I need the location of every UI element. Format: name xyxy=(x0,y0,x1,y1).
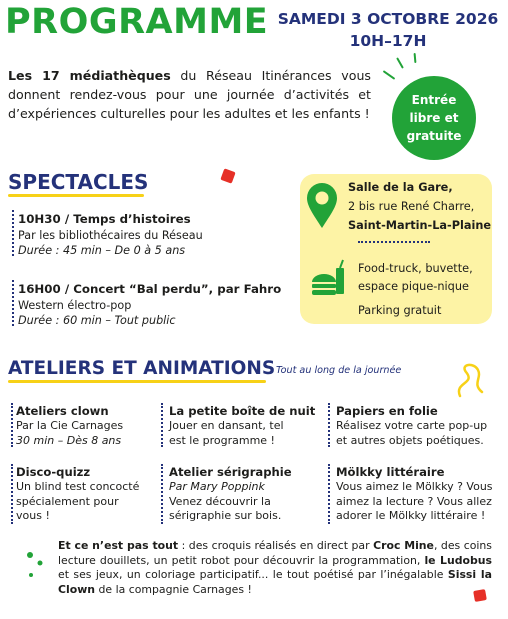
event-date: SAMEDI 3 OCTOBRE 2026 xyxy=(277,10,499,28)
item-divider xyxy=(161,403,163,447)
spectacle-item xyxy=(18,281,281,328)
badge-line-2: libre et xyxy=(409,111,459,125)
item-divider xyxy=(161,464,163,524)
atelier-line: adorer le Mölkky littéraire ! xyxy=(336,509,486,522)
spectacle-line: Par les bibliothécaires du Réseau xyxy=(18,229,203,242)
atelier-line: et autres objets poétiques. xyxy=(336,433,484,447)
atelier-card xyxy=(336,464,493,524)
section-title-spectacles: SPECTACLES xyxy=(8,170,149,194)
atelier-line: spécialement pour xyxy=(16,494,119,508)
atelier-line: Par la Cie Carnages xyxy=(16,419,124,432)
atelier-title: Ateliers clown xyxy=(16,404,109,418)
item-divider xyxy=(328,403,330,447)
atelier-card xyxy=(16,464,139,524)
atelier-line: est le programme ! xyxy=(169,433,275,447)
atelier-line: Venez découvrir la xyxy=(169,494,271,508)
atelier-title: Mölkky littéraire xyxy=(336,465,445,479)
spectacle-line: Western électro-pop xyxy=(18,299,132,312)
item-divider xyxy=(12,210,14,256)
food-line-1: Food-truck, buvette, xyxy=(358,262,473,275)
location-pin-icon xyxy=(305,182,339,230)
atelier-title: Disco-quizz xyxy=(16,465,91,479)
intro-text: du Réseau Itinérances vous donnent rendez-vous pour une journée d’activités et d’expériences culturelles pour les adultes et les enfants ! xyxy=(8,68,371,121)
spectacle-info: Durée : 60 min – Tout public xyxy=(18,314,176,327)
food-icon xyxy=(309,258,349,298)
item-divider xyxy=(11,464,13,524)
title-underline xyxy=(8,380,266,383)
closing-note xyxy=(58,539,492,597)
event-time: 10H–17H xyxy=(349,32,427,50)
venue-street: 2 bis rue René Charre, xyxy=(348,200,475,213)
intro-paragraph xyxy=(8,66,371,123)
item-divider xyxy=(328,464,330,524)
food-line-2: espace pique-nique xyxy=(358,280,469,293)
atelier-line: sérigraphie sur bois. xyxy=(169,509,282,522)
intro-lead: Les 17 médiathèques xyxy=(8,68,171,83)
atelier-line: Vous aimez le Mölkky ? Vous xyxy=(336,480,493,493)
spectacle-title: 16H00 / Concert “Bal perdu”, par Fahro xyxy=(18,282,282,296)
closing-text: et ses jeux, un coloriage participatif... le tout poétisé par l’inégalable xyxy=(58,568,448,581)
food-info xyxy=(358,260,473,296)
closing-highlight: le Ludobus xyxy=(424,553,493,567)
closing-highlight: Sissi la Clown xyxy=(58,568,492,596)
closing-lead: Et ce n’est pas tout xyxy=(58,539,179,552)
page-title: PROGRAMME xyxy=(5,2,269,42)
atelier-line: 30 min – Dès 8 ans xyxy=(16,433,122,447)
atelier-line: Réalisez votre carte pop-up xyxy=(336,419,488,432)
venue-name: Salle de la Gare, xyxy=(348,181,453,194)
venue-city: Saint-Martin-La-Plaine xyxy=(348,219,492,232)
item-divider xyxy=(12,280,14,326)
closing-text: de la compagnie Carnages ! xyxy=(95,582,252,596)
atelier-title: Papiers en folie xyxy=(336,404,438,418)
atelier-title: La petite boîte de nuit xyxy=(169,404,316,418)
atelier-card xyxy=(169,464,292,524)
badge-ray xyxy=(396,57,404,68)
title-underline xyxy=(8,194,144,197)
closing-text: , des coins lecture douillets, un petit robot pour découvrir la programmation, xyxy=(58,539,492,567)
spectacle-item xyxy=(18,211,203,258)
atelier-line: aimez la lecture ? Vous allez xyxy=(336,494,492,508)
atelier-line: Jouer en dansant, tel xyxy=(169,419,284,432)
free-entry-badge xyxy=(392,76,476,160)
badge-line-3: gratuite xyxy=(406,129,462,143)
parking-info: Parking gratuit xyxy=(358,304,442,317)
spectacle-title: 10H30 / Temps d’histoires xyxy=(18,212,191,226)
spectacle-info: Durée : 45 min – De 0 à 5 ans xyxy=(18,244,186,257)
squiggle-decoration xyxy=(452,362,486,400)
atelier-title: Atelier sérigraphie xyxy=(169,465,292,479)
ateliers-subtitle: Tout au long de la journée xyxy=(276,365,402,376)
info-divider xyxy=(358,241,430,243)
badge-ray xyxy=(383,70,396,80)
atelier-line: Par Mary Poppink xyxy=(169,480,265,493)
atelier-card xyxy=(16,403,123,448)
badge-ray xyxy=(414,53,417,63)
item-divider xyxy=(11,403,13,447)
atelier-line: Un blind test concocté xyxy=(16,480,140,493)
decor-square xyxy=(220,168,235,183)
section-title-ateliers: ATELIERS ET ANIMATIONS xyxy=(8,358,276,379)
closing-highlight: Croc Mine xyxy=(373,539,434,552)
closing-text: : des croquis réalisés en direct par xyxy=(178,539,374,552)
atelier-card xyxy=(336,403,487,448)
venue-address xyxy=(348,178,491,235)
atelier-card xyxy=(169,403,315,448)
atelier-line: vous ! xyxy=(16,509,50,522)
badge-line-1: Entrée xyxy=(411,93,457,107)
dots-decoration xyxy=(22,545,48,585)
